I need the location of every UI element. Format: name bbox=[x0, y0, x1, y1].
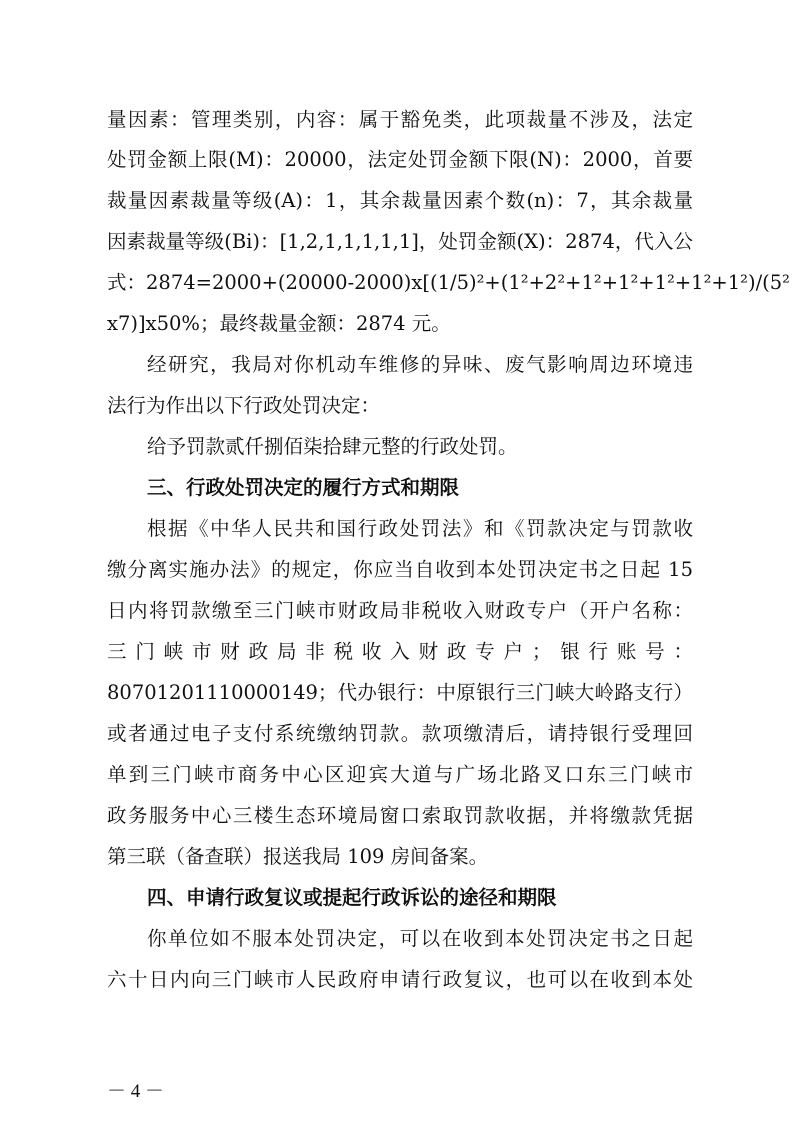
body-line: 式：2874=2000+(20000-2000)x[(1/5)²+(1²+2²+1²+1²+1²+1²+1²)/(5² bbox=[107, 271, 790, 294]
body-line: x7)]x50%；最终裁量金额：2874 元。 bbox=[107, 312, 451, 335]
body-line: 经研究，我局对你机动车维修的异味、废气影响周边环境违 bbox=[147, 353, 693, 376]
body-line: 你单位如不服本处罚决定，可以在收到本处罚决定书之日起 bbox=[147, 927, 693, 950]
body-line: 三门峡市财政局非税收入财政专户；银行账号： bbox=[107, 640, 693, 663]
body-line: 根据《中华人民共和国行政处罚法》和《罚款决定与罚款收 bbox=[147, 517, 693, 540]
body-line: 80701201110000149；代办银行：中原银行三门峡大岭路支行） bbox=[107, 681, 693, 704]
body-line: 缴分离实施办法》的规定，你应当自收到本处罚决定书之日起 15 bbox=[107, 558, 693, 581]
section-heading: 四、申请行政复议或提起行政诉讼的途径和期限 bbox=[147, 886, 557, 909]
body-line: 法行为作出以下行政处罚决定： bbox=[107, 394, 381, 417]
body-line: 日内将罚款缴至三门峡市财政局非税收入财政专户（开户名称： bbox=[107, 599, 693, 622]
page-number: － 4 － bbox=[107, 1081, 165, 1102]
body-line: 六十日内向三门峡市人民政府申请行政复议，也可以在收到本处 bbox=[107, 968, 693, 991]
body-line: 单到三门峡市商务中心区迎宾大道与广场北路叉口东三门峡市 bbox=[107, 763, 693, 786]
body-line: 裁量因素裁量等级(A)：1，其余裁量因素个数(n)：7，其余裁量 bbox=[107, 189, 693, 212]
body-line: 因素裁量等级(Bi)：[1,2,1,1,1,1,1]，处罚金额(X)：2874，代入公 bbox=[107, 230, 693, 253]
section-heading: 三、行政处罚决定的履行方式和期限 bbox=[147, 476, 460, 499]
body-line: 给予罚款贰仟捌佰柒拾肆元整的行政处罚。 bbox=[147, 435, 518, 458]
body-line: 政务服务中心三楼生态环境局窗口索取罚款收据，并将缴款凭据 bbox=[107, 804, 693, 827]
body-line: 或者通过电子支付系统缴纳罚款。款项缴清后，请持银行受理回 bbox=[107, 722, 693, 745]
body-line: 量因素：管理类别，内容：属于豁免类，此项裁量不涉及，法定 bbox=[107, 108, 693, 131]
body-line: 处罚金额上限(M)：20000，法定处罚金额下限(N)：2000，首要 bbox=[107, 148, 693, 171]
body-line: 第三联（备查联）报送我局 109 房间备案。 bbox=[107, 845, 489, 868]
